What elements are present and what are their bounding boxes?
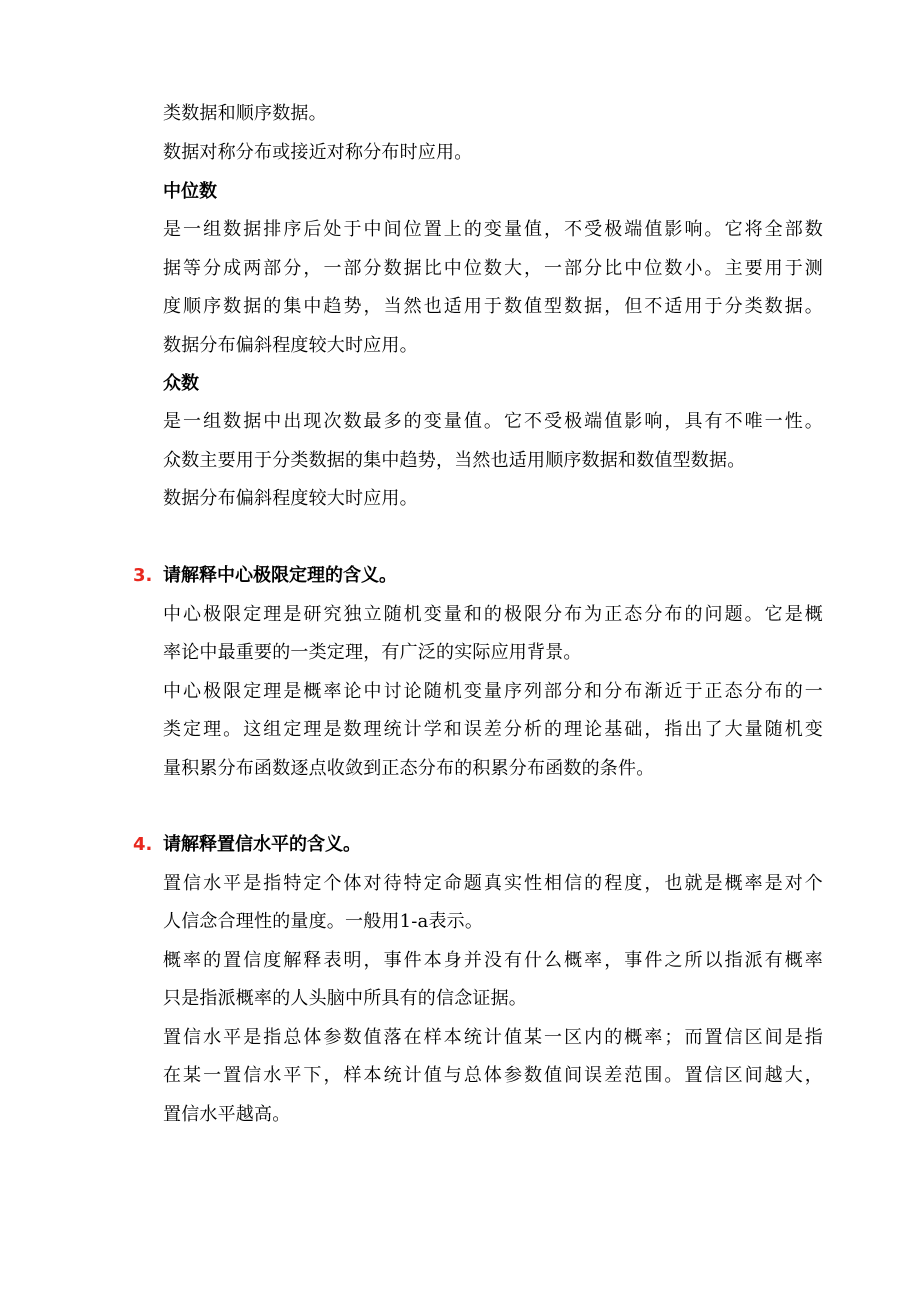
question-4-text-line-5: 置信水平是指总体参数值落在样本统计值某一区内的概率；而置信区间是指 — [163, 1027, 823, 1048]
question-3-number: 3. — [133, 565, 153, 586]
median-text-line-2: 据等分成两部分，一部分数据比中位数大，一部分比中位数小。主要用于测 — [163, 258, 823, 279]
question-4-text-line-7: 置信水平越高。 — [163, 1104, 291, 1125]
median-heading: 中位数 — [163, 181, 217, 202]
median-text-line-1: 是一组数据排序后处于中间位置上的变量值，不受极端值影响。它将全部数 — [163, 219, 823, 240]
median-text-line-4: 数据分布偏斜程度较大时应用。 — [163, 335, 418, 356]
question-4-title: 请解释置信水平的含义。 — [163, 834, 361, 855]
question-3-text-line-3: 中心极限定理是概率论中讨论随机变量序列部分和分布渐近于正态分布的一 — [163, 681, 823, 702]
question-4-text-line-1: 置信水平是指特定个体对待特定命题真实性相信的程度，也就是概率是对个 — [163, 873, 823, 894]
question-4-text-line-6: 在某一置信水平下，样本统计值与总体参数值间误差范围。置信区间越大， — [163, 1065, 823, 1086]
mode-text-line-2: 众数主要用于分类数据的集中趋势，当然也适用顺序数据和数值型数据。 — [163, 450, 746, 471]
question-4-text-line-3: 概率的置信度解释表明，事件本身并没有什么概率，事件之所以指派有概率 — [163, 950, 823, 971]
mean-text-line-2: 数据对称分布或接近对称分布时应用。 — [163, 142, 473, 163]
question-4-text-line-4: 只是指派概率的人头脑中所具有的信念证据。 — [163, 988, 527, 1009]
mode-text-line-1: 是一组数据中出现次数最多的变量值。它不受极端值影响，具有不唯一性。 — [163, 411, 823, 432]
question-3-text-line-1: 中心极限定理是研究独立随机变量和的极限分布为正态分布的问题。它是概 — [163, 604, 823, 625]
mode-heading: 众数 — [163, 373, 199, 394]
question-3-title: 请解释中心极限定理的含义。 — [163, 565, 397, 586]
question-3-text-line-2: 率论中最重要的一类定理，有广泛的实际应用背景。 — [163, 642, 582, 663]
question-4-number: 4. — [133, 834, 153, 855]
question-3-text-line-4: 类定理。这组定理是数理统计学和误差分析的理论基础，指出了大量随机变 — [163, 719, 823, 740]
mode-text-line-3: 数据分布偏斜程度较大时应用。 — [163, 488, 418, 509]
mean-text-line-1: 类数据和顺序数据。 — [163, 103, 327, 124]
question-4-text-line-2: 人信念合理性的量度。一般用1-a表示。 — [163, 911, 484, 932]
median-text-line-3: 度顺序数据的集中趋势，当然也适用于数值型数据，但不适用于分类数据。 — [163, 296, 823, 317]
question-3-text-line-5: 量积累分布函数逐点收敛到正态分布的积累分布函数的条件。 — [163, 758, 655, 779]
